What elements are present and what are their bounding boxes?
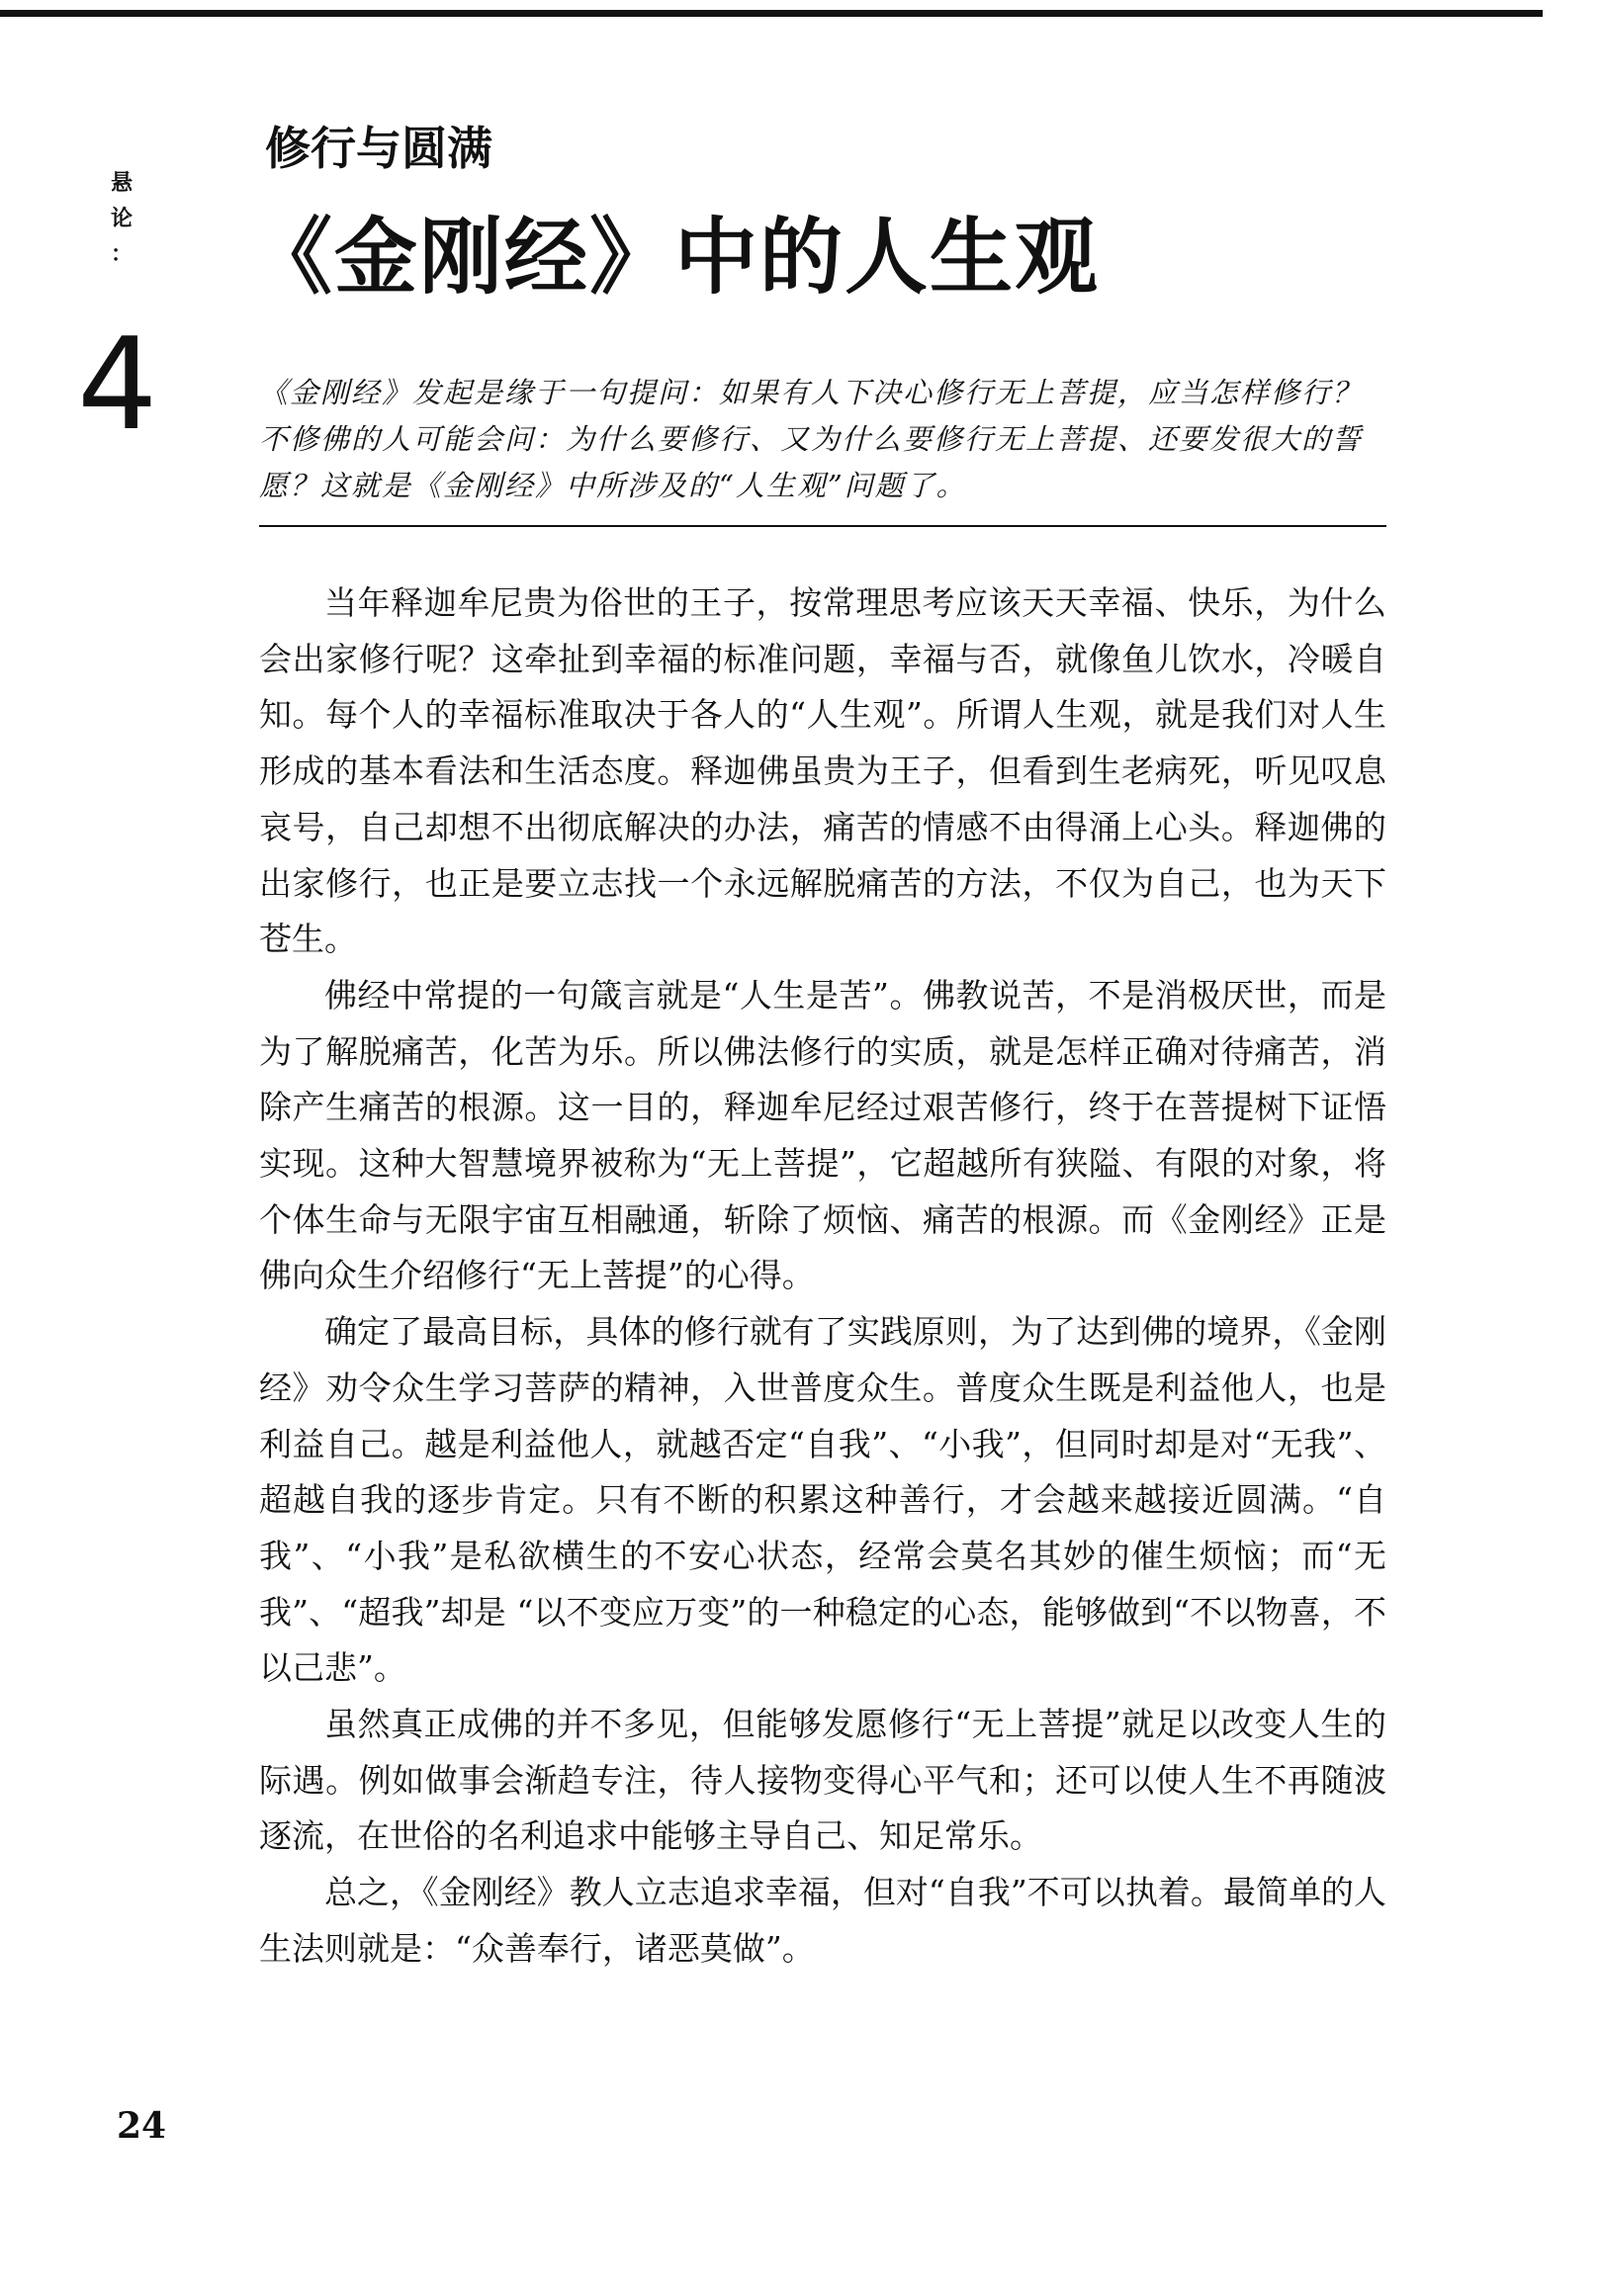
top-rule	[0, 10, 1543, 17]
running-head-char: ：	[110, 242, 133, 267]
paragraph: 虽然真正成佛的并不多见，但能够发愿修行“无上菩提”就足以改变人生的际遇。例如做事会渐趋专注，待人接物变得心平气和；还可以使人生不再随波逐流，在世俗的名利追求中能够主导自己、知足常乐。	[259, 1705, 1386, 1856]
page-number: 24	[117, 2105, 167, 2147]
running-head-char: 悬	[110, 171, 133, 196]
body-text	[259, 575, 1386, 1978]
paragraph: 确定了最高目标，具体的修行就有了实践原则，为了达到佛的境界，《金刚经》劝令众生学习菩萨的精神，入世普度众生。普度众生既是利益他人，也是利益自己。越是利益他人，就越否定“自我”、“小我”，但同时却是对“无我”、超越自我的逐步肯定。只有不断的积累这种善行，才会越来越接近圆满。“自我”、“小我”是私欲横生的不安心状态，经常会莫名其妙的催生烦恼；而“无我”、“超我”却是 “以不变应万变”的一种稳定的心态，能够做到“不以物喜，不以己悲”。	[259, 1312, 1386, 1688]
intro-divider	[259, 525, 1386, 527]
chapter-subtitle: 修行与圆满	[265, 122, 492, 175]
paragraph: 佛经中常提的一句箴言就是“人生是苦”。佛教说苦，不是消极厌世，而是为了解脱痛苦，化苦为乐。所以佛法修行的实质，就是怎样正确对待痛苦，消除产生痛苦的根源。这一目的，释迦牟尼经过艰苦修行，终于在菩提树下证悟实现。这种大智慧境界被称为“无上菩提”，它超越所有狭隘、有限的对象，将个体生命与无限宇宙互相融通，斩除了烦恼、痛苦的根源。而《金刚经》正是佛向众生介绍修行“无上菩提”的心得。	[259, 975, 1386, 1295]
paragraph: 总之，《金刚经》教人立志追求幸福，但对“自我”不可以执着。最简单的人生法则就是：“众善奉行，诸恶莫做”。	[259, 1873, 1386, 1968]
chapter-intro: 《金刚经》发起是缘于一句提问：如果有人下决心修行无上菩提，应当怎样修行？不修佛的人可能会问：为什么要修行、又为什么要修行无上菩提、还要发很大的誓愿？这就是《金刚经》中所涉及的“人生观”问题了。	[259, 376, 1364, 502]
chapter-number: 4	[77, 311, 158, 459]
running-head	[107, 166, 136, 273]
chapter-title: 《金刚经》中的人生观	[249, 209, 1101, 306]
running-head-char: 论	[110, 207, 133, 231]
paragraph: 当年释迦牟尼贵为俗世的王子，按常理思考应该天天幸福、快乐，为什么会出家修行呢？这牵扯到幸福的标准问题，幸福与否，就像鱼儿饮水，冷暖自知。每个人的幸福标准取决于各人的“人生观”。所谓人生观，就是我们对人生形成的基本看法和生活态度。释迦佛虽贵为王子，但看到生老病死，听见叹息哀号，自己却想不出彻底解决的办法，痛苦的情感不由得涌上心头。释迦佛的出家修行，也正是要立志找一个永远解脱痛苦的方法，不仅为自己，也为天下苍生。	[259, 583, 1386, 959]
